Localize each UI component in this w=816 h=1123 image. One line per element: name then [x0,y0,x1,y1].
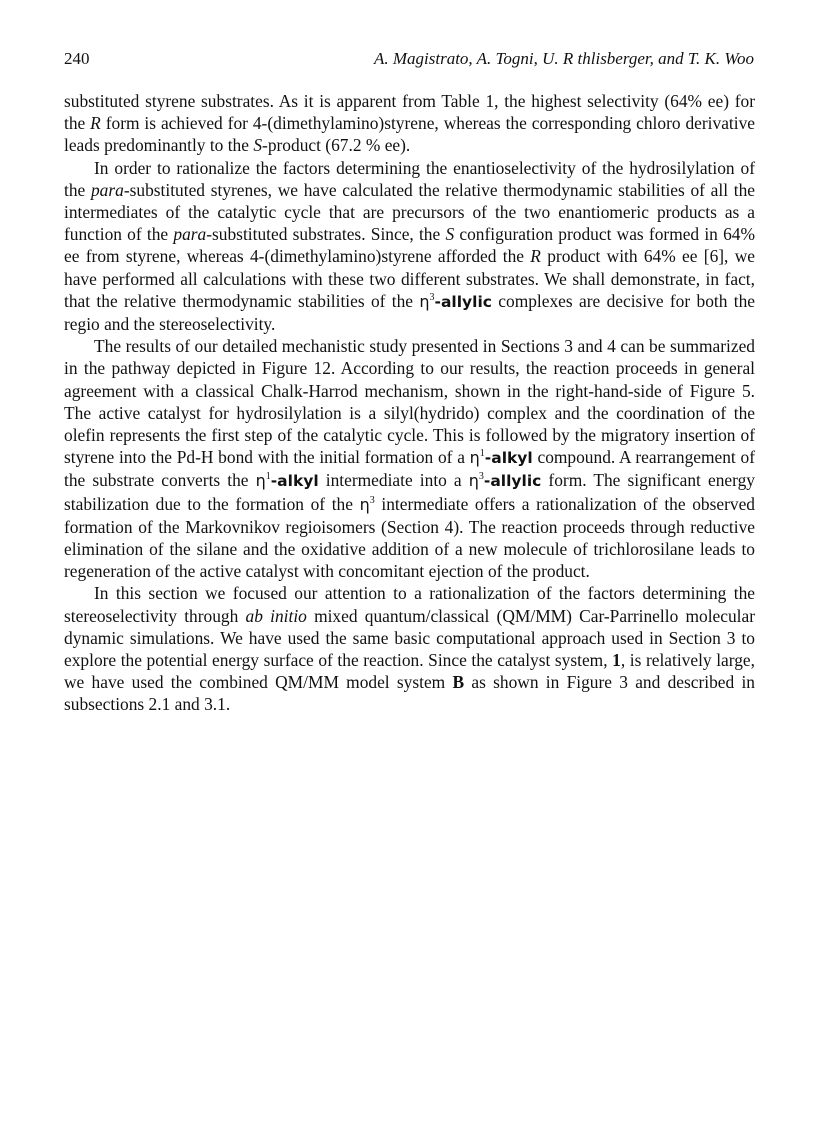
italic-run: R [90,113,101,134]
paragraph-2 [64,157,755,336]
bold-run: B [452,672,465,693]
italic-run: S [253,135,263,156]
superscript: 3 [478,471,484,483]
superscript: 1 [265,471,271,483]
text-run: mixed quantum/classical (QM/MM) Car-Parrinello molecular dynamic simulations. We have used the same basic computational approach used in Section 3 to explore the potential energy surface of the reaction. Since the catalyst system, [64,605,755,671]
text-run: substituted styrene substrates. As it is apparent from Table 1, the highest selectivity (64% ee) for the [64,91,755,134]
paragraph-1 [64,90,755,157]
italic-run: para [173,224,207,245]
eta-symbol: η [419,291,430,311]
text-run: complexes are decisive for both the regio and the stereoselectivity. [64,290,755,335]
italic-run: S [445,224,455,245]
paragraph-4 [64,582,755,715]
text-run: product with 64% ee [6], we have performed all calculations with these two different substrates. We shall demonstrate, in fact, that the relative thermodynamic stabilities of the [64,246,755,311]
allylic-term: -allylic [434,292,492,311]
eta-symbol: η [469,448,480,468]
superscript: 3 [429,291,435,303]
running-header-authors: A. Magistrato, A. Togni, U. R thlisberger, and T. K. Woo [373,49,754,68]
italic-run: ab initio [245,605,307,626]
text-run: The results of our detailed mechanistic study presented in Sections 3 and 4 can be summarized in the pathway depicted in Figure 12. According to our results, the reaction proceeds in general agreement with a classical Chalk-Harrod mechanism, shown in the right-hand-side of Figure 5. The active catalyst for hydrosilylation is a silyl(hydrido) complex and the coordination of the olefin represents the first step of the catalytic cycle. This is followed by the migratory insertion of styrene into the Pd-H bond with the initial formation of a [64,336,755,468]
page-number: 240 [64,49,90,68]
text-run: In this section we focused our attention to a rationalization of the factors determining the stereoselectivity through [64,583,755,626]
text-run: intermediate offers a rationalization of the observed formation of the Markovnikov regioisomers (Section 4). The reaction proceeds through reductive elimination of the silane and the oxidative addition of a new molecule of trichlorosilane leads to regeneration of the active catalyst with concomitant ejection of the product. [64,493,755,582]
body-text [64,90,755,716]
text-run: -substituted substrates. Since, the [206,224,446,245]
bold-run: 1 [612,650,621,671]
paragraph-3 [64,335,755,582]
alkyl-term: -alkyl [484,449,533,468]
superscript: 3 [369,494,375,506]
text-run: -product (67.2 % ee). [262,135,411,156]
running-header [64,48,754,72]
superscript: 1 [479,448,485,460]
text-run: In order to rationalize the factors determining the enantioselectivity of the hydrosilylation of the [64,157,755,200]
text-run: , is relatively large, we have used the combined QM/MM model system [64,650,755,693]
text-run: as shown in Figure 3 and described in subsections 2.1 and 3.1. [64,672,755,715]
text-run: intermediate into a [318,470,469,491]
text-run: compound. A rearrangement of the substrate converts the [64,447,755,491]
alkyl-term: -alkyl [270,472,319,491]
text-run: form is achieved for 4-(dimethylamino)styrene, whereas the corresponding chloro derivative leads predominantly to the [64,113,756,156]
eta-symbol: η [468,471,479,491]
eta-symbol: η [255,471,266,491]
eta-symbol: η [359,494,370,514]
text-run: configuration product was formed in 64% ee from styrene, whereas 4-(dimethylamino)styrene afforded the [64,224,755,267]
italic-run: para [90,179,124,200]
text-run: form. The significant energy stabilization due to the formation of the [64,470,755,514]
allylic-term: -allylic [483,472,542,491]
italic-run: R [530,246,541,267]
text-run: -substituted styrenes, we have calculated the relative thermodynamic stabilities of all the intermediates of the catalytic cycle that are precursors of the two enantiomeric products as a function of the [64,179,756,245]
